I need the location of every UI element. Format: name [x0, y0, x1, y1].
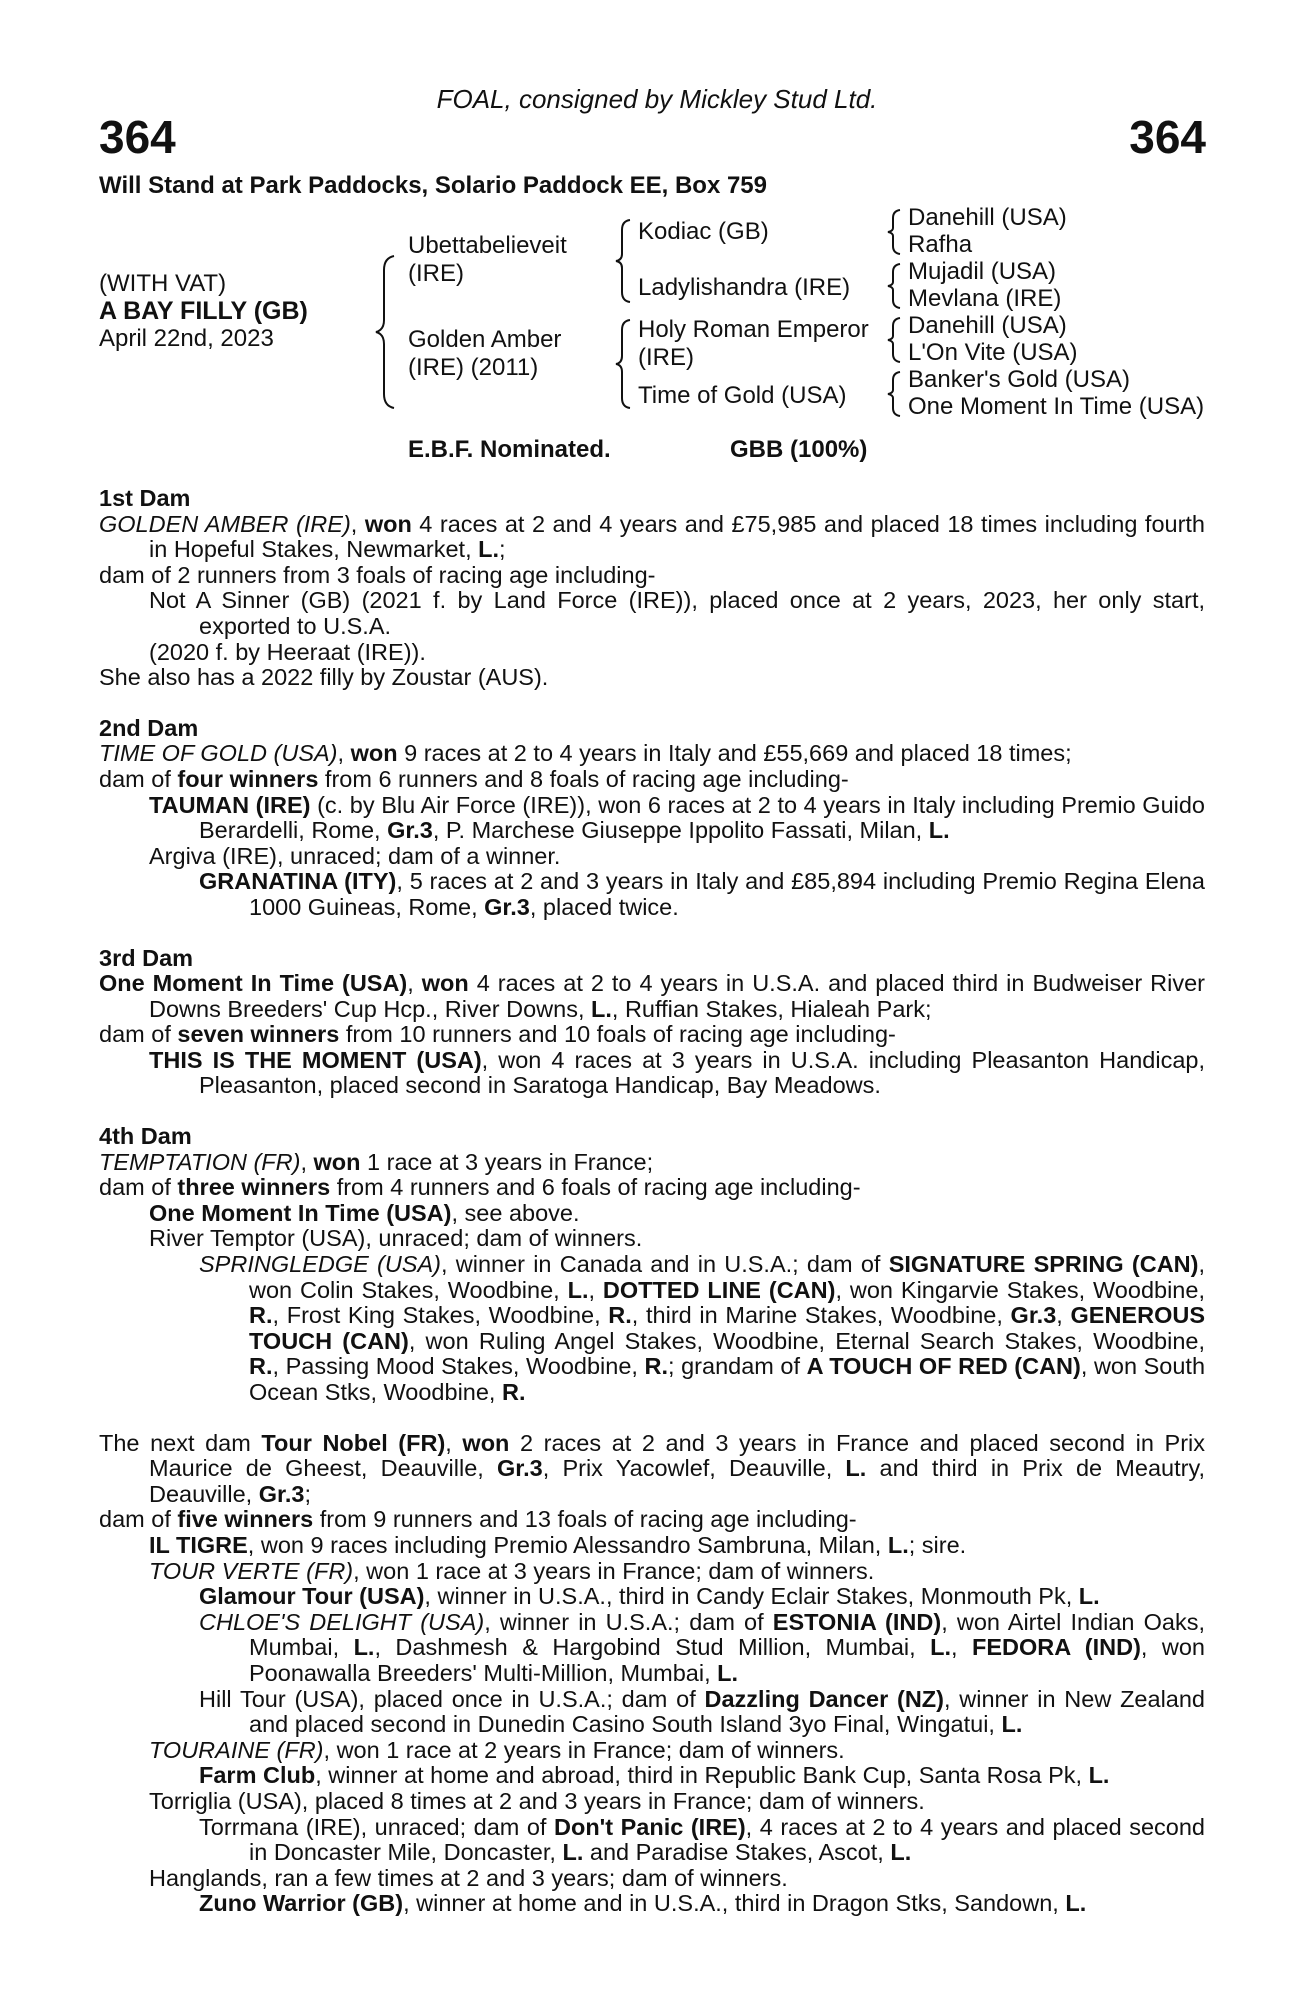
dam-section [99, 716, 1205, 921]
pedigree-entry: Hanglands, ran a few times at 2 and 3 years; dam of winners. [149, 1864, 788, 1891]
dam-sire: Holy Roman Emperor (IRE) [638, 316, 869, 371]
pedigree-entry: Hill Tour (USA), placed once in U.S.A.; dam of Dazzling Dancer (NZ), winner in New Zealand and placed second in Dunedin Casino South Island 3yo Final, Wingatui, L. [199, 1685, 1205, 1738]
vat-label: (WITH VAT) [99, 270, 227, 297]
sire-dam: Ladylishandra (IRE) [638, 274, 851, 301]
pedigree-entry: TOURAINE (FR), won 1 race at 2 years in France; dam of winners. [149, 1736, 845, 1763]
dam-heading: 3rd Dam [99, 944, 194, 971]
dam-heading: 2nd Dam [99, 714, 199, 741]
pedigree-entry: TEMPTATION (FR), won 1 race at 3 years in France; [99, 1148, 654, 1175]
dd-brace [884, 370, 904, 418]
pedigree-entry: dam of five winners from 9 runners and 13 foals of racing age including- [99, 1506, 857, 1533]
pedigree-entry: THIS IS THE MOMENT (USA), won 4 races at 3 years in U.S.A. including Pleasanton Handicap, Pleasanton, placed second in Saratoga Handicap, Bay Meadows. [149, 1046, 1205, 1099]
pedigree-entry: River Temptor (USA), unraced; dam of winners. [149, 1225, 643, 1252]
lot-number-right: 364 [1129, 111, 1206, 163]
dam-heading: 1st Dam [99, 485, 191, 511]
sire-sire: Kodiac (GB) [638, 218, 769, 245]
pedigree-entry: Not A Sinner (GB) (2021 f. by Land Force (IRE)), placed once at 2 years, 2023, her only start, exported to U.S.A. [149, 587, 1205, 639]
sd-brace [884, 262, 904, 310]
ss-dam: Rafha [908, 231, 973, 258]
pedigree-entry: One Moment In Time (USA), won 4 races at 2 to 4 years in U.S.A. and placed third in Budweiser River Downs Breeders' Cup Hcp., River Downs, L., Ruffian Stakes, Hialeah Park; [99, 970, 1205, 1022]
section-gap [99, 1406, 1205, 1431]
gbb-percentage: GBB (100%) [730, 436, 868, 463]
ebf-nominated: E.B.F. Nominated. [408, 436, 611, 463]
pedigree-entry: Glamour Tour (USA), winner in U.S.A., third in Candy Eclair Stakes, Monmouth Pk, L. [199, 1583, 1100, 1610]
dam-section [99, 946, 1205, 1100]
pedigree-entry: GOLDEN AMBER (IRE), won 4 races at 2 and 4 years and £75,985 and placed 18 times including fourth in Hopeful Stakes, Newmarket, L.; [99, 510, 1206, 563]
stand-location: Will Stand at Park Paddocks, Solario Paddock EE, Box 759 [99, 172, 768, 199]
dam-dam: Time of Gold (USA) [638, 382, 847, 409]
pedigree-entry: dam of seven winners from 10 runners and 10 foals of racing age including- [99, 1021, 896, 1048]
ds-brace [884, 316, 904, 364]
sd-sire: Mujadil (USA) [908, 258, 1057, 285]
pedigree-entry: TIME OF GOLD (USA), won 9 races at 2 to 4 years in Italy and £55,669 and placed 18 times; [99, 740, 1072, 767]
family-notes [99, 486, 1205, 1917]
pedigree-entry: dam of three winners from 4 runners and 6 foals of racing age including- [99, 1174, 861, 1201]
pedigree-entry: Torriglia (USA), placed 8 times at 2 and 3 years in France; dam of winners. [149, 1787, 925, 1814]
dd-dam: One Moment In Time (USA) [908, 393, 1205, 420]
dd-sire: Banker's Gold (USA) [908, 366, 1130, 393]
section-gap [99, 691, 1205, 716]
pedigree-brace-main [372, 254, 398, 410]
dam-heading: 4th Dam [99, 1123, 192, 1150]
dam-section [99, 1124, 1205, 1406]
pedigree-entry: SPRINGLEDGE (USA), winner in Canada and in U.S.A.; dam of SIGNATURE SPRING (CAN), won Colin Stakes, Woodbine, L., DOTTED LINE (CAN), won Kingarvie Stakes, Woodbine, R., Frost King Stakes, Woodbine, R., third in Marine Stakes, Woodbine, Gr.3, GENEROUS TOUCH (CAN), won Ruling Angel Stakes, Woodbine, Eternal Search Stakes, Woodbine, R., Passing Mood Stakes, Woodbine, R.; grandam of A TOUCH OF RED (CAN), won South Ocean Stks, Woodbine, R. [199, 1251, 1206, 1405]
pedigree-entry: Torrmana (IRE), unraced; dam of Don't Panic (IRE), 4 races at 2 to 4 years and placed second in Doncaster Mile, Doncaster, L. and Paradise Stakes, Ascot, L. [199, 1813, 1205, 1866]
horse-name: A BAY FILLY (GB) [99, 297, 308, 325]
ss-brace [884, 208, 904, 256]
pedigree-entry: IL TIGRE, won 9 races including Premio Alessandro Sambruna, Milan, L.; sire. [149, 1531, 967, 1558]
sd-dam: Mevlana (IRE) [908, 285, 1062, 312]
consignor-line: FOAL, consigned by Mickley Stud Ltd. [436, 84, 878, 114]
pedigree-entry: TOUR VERTE (FR), won 1 race at 3 years in France; dam of winners. [149, 1557, 875, 1584]
date-of-birth: April 22nd, 2023 [99, 325, 274, 352]
dam-name: Golden Amber (IRE) (2011) [408, 326, 562, 381]
pedigree-entry: Farm Club, winner at home and abroad, third in Republic Bank Cup, Santa Rosa Pk, L. [199, 1762, 1110, 1789]
dam-brace [612, 318, 634, 410]
pedigree-entry: Argiva (IRE), unraced; dam of a winner. [149, 842, 561, 869]
dam-section [99, 486, 1205, 691]
ss-sire: Danehill (USA) [908, 204, 1067, 231]
pedigree-entry: TAUMAN (IRE) (c. by Blu Air Force (IRE)), won 6 races at 2 to 4 years in Italy including Premio Guido Berardelli, Rome, Gr.3, P. Marchese Giuseppe Ippolito Fassati, Milan, L. [149, 791, 1205, 844]
dam-section [99, 1431, 1205, 1917]
pedigree-entry: (2020 f. by Heeraat (IRE)). [149, 638, 426, 665]
ds-dam: L'On Vite (USA) [908, 339, 1078, 366]
pedigree-entry: The next dam Tour Nobel (FR), won 2 races at 2 and 3 years in France and placed second in Prix Maurice de Gheest, Deauville, Gr.3, Prix Yacowlef, Deauville, L. and third in Prix de Meautry, Deauville, Gr.3; [99, 1429, 1206, 1507]
pedigree-entry: CHLOE'S DELIGHT (USA), winner in U.S.A.; dam of ESTONIA (IND), won Airtel Indian Oaks, Mumbai, L., Dashmesh & Hargobind Stud Million, Mumbai, L., FEDORA (IND), won Poonawalla Breeders' Multi-Million, Mumbai, L. [199, 1608, 1206, 1686]
sire-brace [612, 218, 634, 304]
sire-name: Ubettabelieveit (IRE) [408, 232, 567, 287]
pedigree-entry: dam of 2 runners from 3 foals of racing age including- [99, 561, 656, 588]
section-gap [99, 1099, 1205, 1124]
pedigree-entry: dam of four winners from 6 runners and 8 foals of racing age including- [99, 765, 849, 792]
pedigree-entry: GRANATINA (ITY), 5 races at 2 and 3 years in Italy and £85,894 including Premio Regina Elena 1000 Guineas, Rome, Gr.3, placed twice. [199, 868, 1205, 920]
ds-sire: Danehill (USA) [908, 312, 1067, 339]
pedigree-entry: One Moment In Time (USA), see above. [149, 1199, 580, 1226]
pedigree-entry: Zuno Warrior (GB), winner at home and in U.S.A., third in Dragon Stks, Sandown, L. [199, 1890, 1087, 1917]
lot-number-left: 364 [99, 111, 176, 163]
section-gap [99, 921, 1205, 946]
pedigree-entry: She also has a 2022 filly by Zoustar (AUS). [99, 664, 549, 691]
